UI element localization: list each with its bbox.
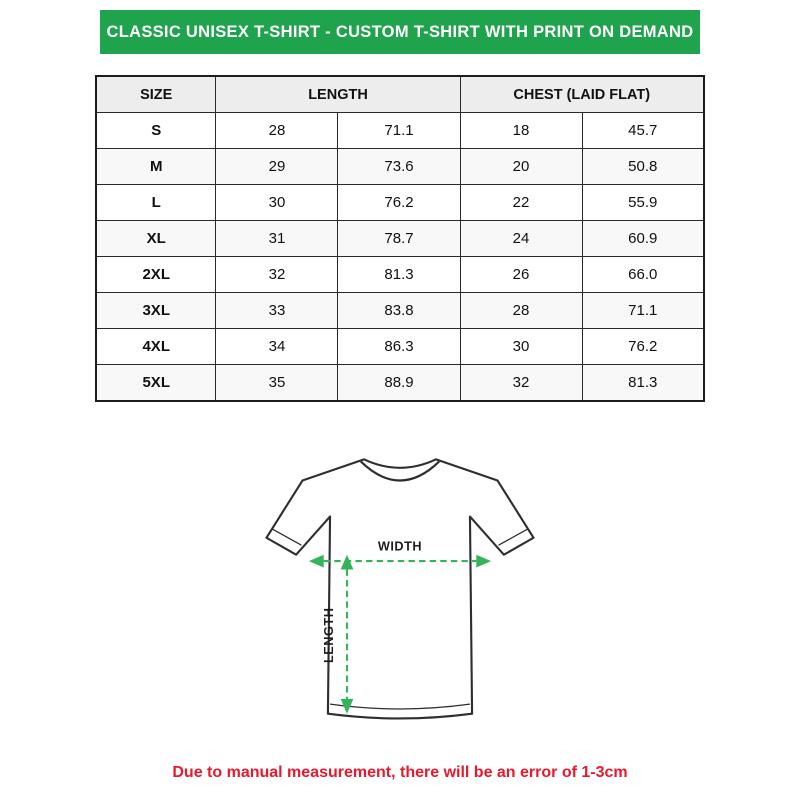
cell-chest-cm: 60.9 (582, 221, 704, 257)
cell-size: XL (96, 221, 216, 257)
cell-length-in: 34 (216, 329, 338, 365)
cell-length-in: 32 (216, 257, 338, 293)
cell-size: 5XL (96, 365, 216, 402)
table-row (96, 221, 704, 257)
cell-length-in: 31 (216, 221, 338, 257)
column-header-size: SIZE (96, 76, 216, 113)
cell-length-in: 28 (216, 113, 338, 149)
tshirt-outline (266, 459, 533, 718)
cell-length-cm: 71.1 (338, 113, 460, 149)
cell-chest-in: 24 (460, 221, 582, 257)
table-row (96, 365, 704, 402)
column-header-chest: CHEST (LAID FLAT) (460, 76, 704, 113)
cell-length-cm: 78.7 (338, 221, 460, 257)
length-label: LENGTH (321, 607, 337, 663)
cell-size: 2XL (96, 257, 216, 293)
size-table (95, 75, 705, 402)
cell-length-cm: 83.8 (338, 293, 460, 329)
cell-chest-cm: 50.8 (582, 149, 704, 185)
cell-chest-cm: 81.3 (582, 365, 704, 402)
width-label: WIDTH (377, 538, 423, 554)
cell-size: 3XL (96, 293, 216, 329)
cell-length-cm: 81.3 (338, 257, 460, 293)
cell-length-cm: 86.3 (338, 329, 460, 365)
table-row (96, 329, 704, 365)
column-header-length: LENGTH (216, 76, 460, 113)
tshirt-measurement-diagram (230, 436, 570, 754)
cell-size: L (96, 185, 216, 221)
cell-length-cm: 76.2 (338, 185, 460, 221)
cell-chest-in: 20 (460, 149, 582, 185)
cell-chest-cm: 66.0 (582, 257, 704, 293)
cell-chest-in: 26 (460, 257, 582, 293)
table-row (96, 257, 704, 293)
cell-length-in: 29 (216, 149, 338, 185)
cell-chest-cm: 76.2 (582, 329, 704, 365)
tshirt-diagram-svg (230, 436, 570, 754)
cell-length-cm: 73.6 (338, 149, 460, 185)
cell-length-in: 33 (216, 293, 338, 329)
table-header-row (96, 76, 704, 113)
cell-chest-cm: 71.1 (582, 293, 704, 329)
measurement-disclaimer: Due to manual measurement, there will be an error of 1-3cm (172, 764, 628, 781)
cell-chest-in: 32 (460, 365, 582, 402)
cell-chest-in: 18 (460, 113, 582, 149)
table-row (96, 113, 704, 149)
cell-chest-in: 22 (460, 185, 582, 221)
cell-chest-in: 28 (460, 293, 582, 329)
table-row (96, 149, 704, 185)
table-row (96, 185, 704, 221)
cell-length-in: 30 (216, 185, 338, 221)
cell-chest-cm: 45.7 (582, 113, 704, 149)
page-title-text: CLASSIC UNISEX T-SHIRT - CUSTOM T-SHIRT WITH PRINT ON DEMAND (106, 22, 694, 41)
page-title (100, 10, 700, 54)
cell-length-in: 35 (216, 365, 338, 402)
cell-size: 4XL (96, 329, 216, 365)
cell-size: S (96, 113, 216, 149)
cell-length-cm: 88.9 (338, 365, 460, 402)
cell-chest-in: 30 (460, 329, 582, 365)
table-row (96, 293, 704, 329)
cell-size: M (96, 149, 216, 185)
cell-chest-cm: 55.9 (582, 185, 704, 221)
